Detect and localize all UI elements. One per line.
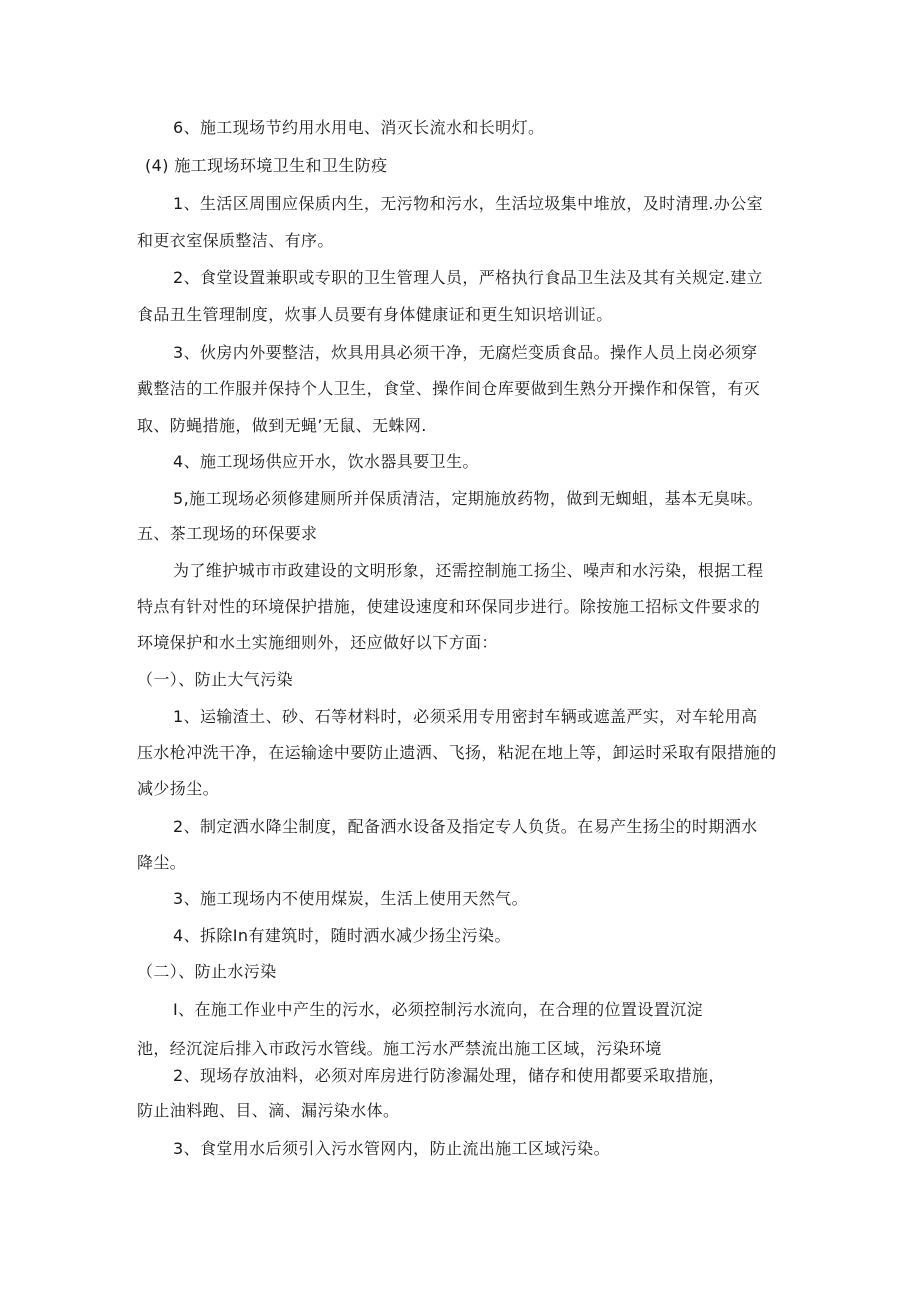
text-line: 4、施工现场供应开水，饮水器具要卫生。 xyxy=(173,452,479,471)
section-heading: （二）、防止水污染 xyxy=(137,962,277,981)
text-line: 3、伙房内外要整洁，炊具用具必须干净，无腐烂变质食品。操作人员上岗必须穿 xyxy=(173,343,758,362)
text-line: 池，经沉淀后排入市政污水管线。施工污水严禁流出施工区域，污染环境 xyxy=(137,1039,662,1058)
text-line: 食品丑生管理制度，炊事人员要有身体健康证和更生知识培训证。 xyxy=(137,305,613,324)
text-line: 4、拆除In有建筑时，随时洒水减少扬尘污染。 xyxy=(173,926,511,945)
section-heading: 五、茶工现场的环保要求 xyxy=(137,524,318,543)
text-line: 和更衣室保质整洁、有序。 xyxy=(137,231,334,250)
text-line: 2、现场存放油料，必须对库房进行防渗漏处理，储存和使用都要采取措施， xyxy=(173,1066,725,1085)
text-line: I、在施工作业中产生的污水，必须控制污水流向，在合理的位置设置沉淀 xyxy=(173,1000,703,1019)
text-line: 环境保护和水土实施细则外，还应做好以下方面： xyxy=(137,633,498,652)
text-line: 1、运输渣土、砂、石等材料时，必须采用专用密封车辆或遮盖严实，对车轮用高 xyxy=(173,707,758,726)
text-line: 特点有针对性的环境保护措施，使建设速度和环保同步进行。除按施工招标文件要求的 xyxy=(137,597,761,616)
text-line: 5,施工现场必须修建厕所并保质清洁，定期施放药物，做到无蜘蛆，基本无臭味。 xyxy=(173,489,764,508)
text-line: 6、施工现场节约用水用电、消灭长流水和长明灯。 xyxy=(173,118,545,137)
text-line: 2、食堂设置兼职或专职的卫生管理人员，严格执行食品卫生法及其有关规定.建立 xyxy=(173,268,764,287)
section-heading: （一）、防止大气污染 xyxy=(137,670,294,689)
text-line: 2、制定洒水降尘制度，配备洒水设备及指定专人负货。在易产生扬尘的时期洒水 xyxy=(173,817,758,836)
text-line: 压水枪冲洗干净，在运输途中要防止遗洒、飞扬，粘泥在地上等，卸运时采取有限措施的 xyxy=(137,743,777,762)
text-line: 3、施工现场内不使用煤炭，生活上使用天然气。 xyxy=(173,889,528,908)
text-line: 减少扬尘。 xyxy=(137,779,220,798)
text-line: 降尘。 xyxy=(137,853,187,872)
text-line: 1、生活区周围应保质内生，无污物和污水，生活垃圾集中堆放，及时清理.办公室 xyxy=(173,194,764,213)
text-line: 3、食堂用水后须引入污水管网内，防止流出施工区域污染。 xyxy=(173,1139,610,1158)
section-heading: (4) 施工现场环境卫生和卫生防疫 xyxy=(145,156,388,175)
text-line: 戴整洁的工作服并保持个人卫生，食堂、操作间仓库要做到生熟分开操作和保管，有灭 xyxy=(137,379,761,398)
text-line: 为了维护城市市政建设的文明形象，还需控制施工扬尘、噪声和水污染，根据工程 xyxy=(173,561,764,580)
text-line: 取、防蝇措施，做到无蝇’无鼠、无蛛网. xyxy=(137,416,427,435)
text-line: 防止油料跑、目、滴、漏污染水体。 xyxy=(137,1101,400,1120)
